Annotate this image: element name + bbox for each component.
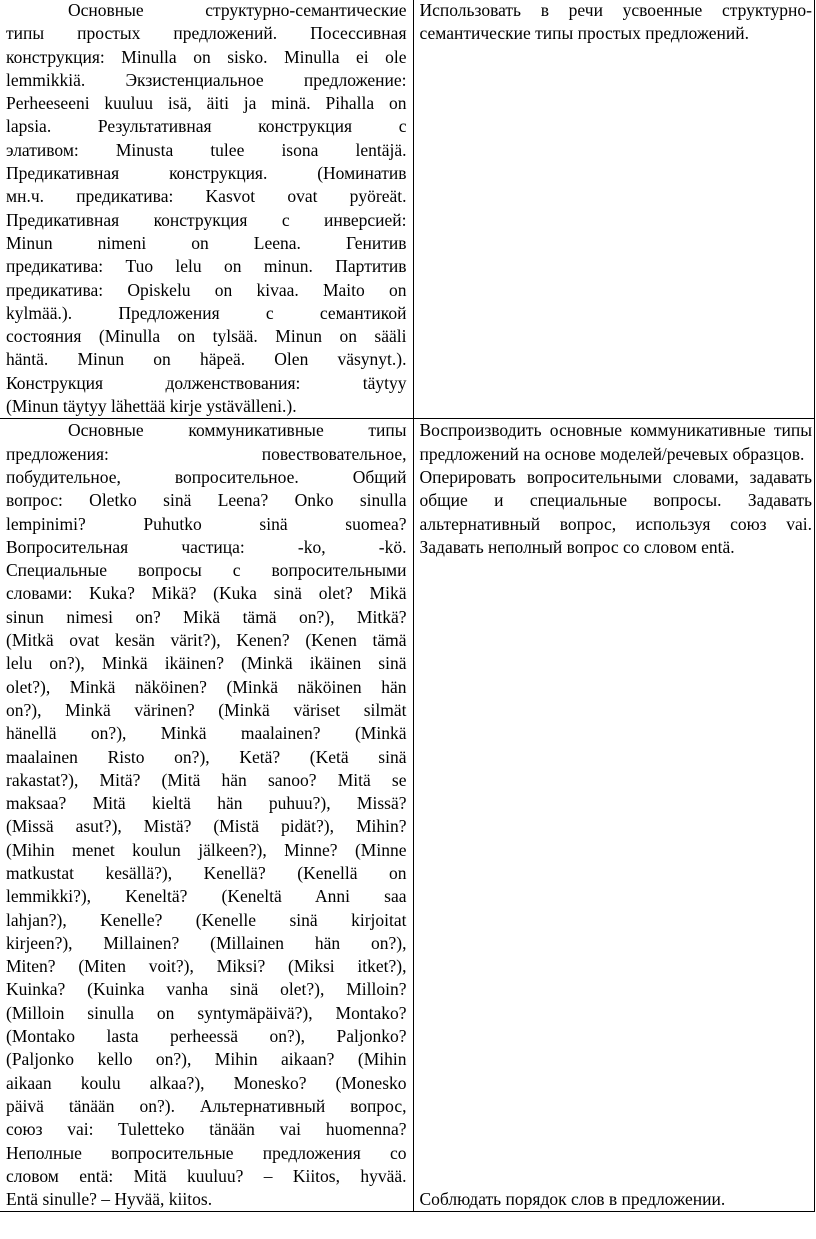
- text-line: (Montako lasta perheessä on?), Paljonko?: [6, 1026, 407, 1047]
- right-paragraph: Оперировать вопросительными словами, задавать общие и специальные вопросы. Задавать альтернативный вопрос, используя союз vai. Задавать неполный вопрос со словом entä.: [419, 466, 812, 557]
- text-line: lahjan?), Kenelle? (Kenelle sinä kirjoitat: [6, 909, 407, 930]
- text-line: olet?), Minkä näköinen? (Minkä näköinen hän: [6, 676, 407, 697]
- text-line: (Mitkä ovat kesän värit?), Kenen? (Kenen tämä: [6, 630, 407, 651]
- text-line: Неполные вопросительные предложения со: [6, 1142, 407, 1163]
- text-line: aikaan koulu alkaa?), Monesko? (Monesko: [6, 1072, 407, 1093]
- text-line: Специальные вопросы с вопросительными: [6, 560, 407, 581]
- text-line: Конструкция долженствования: täytyy: [6, 372, 407, 393]
- text-line: Основные коммуникативные типы: [68, 420, 407, 441]
- text-line: päivä tänään on?). Альтернативный вопрос,: [6, 1095, 407, 1116]
- right-cell-communicative-types: [413, 419, 815, 1212]
- text-line: Miten? (Miten voit?), Miksi? (Miksi itket?),: [6, 956, 407, 977]
- text-line: типы простых предложений. Посессивная: [6, 23, 407, 44]
- right-bottom-note: Соблюдать порядок слов в предложении.: [419, 1189, 726, 1210]
- text-line: matkustat kesällä?), Kenellä? (Kenellä on: [6, 862, 407, 883]
- text-line: Основные структурно-семантические: [68, 0, 407, 20]
- right-paragraph: Использовать в речи усвоенные структурно-семантические типы простых предложений.: [419, 0, 812, 44]
- table-row: [0, 419, 815, 1212]
- text-line: maksaa? Mitä kieltä hän puhuu?), Missä?: [6, 793, 407, 814]
- text-line: предикатива: Opiskelu on kivaa. Maito on: [6, 279, 407, 300]
- text-line: (Missä asut?), Mistä? (Mistä pidät?), Mihin?: [6, 816, 407, 837]
- text-line: Kuinka? (Kuinka vanha sinä olet?), Milloin?: [6, 979, 407, 1000]
- text-line: союз vai: Tuletteko tänään vai huomenna?: [6, 1119, 407, 1140]
- right-cell-structural-types: [413, 0, 815, 419]
- text-line: вопрос: Oletko sinä Leena? Onko sinulla: [6, 490, 407, 511]
- text-line: мн.ч. предикатива: Kasvot ovat pyöreät.: [6, 186, 407, 207]
- text-line: Вопросительная частица: -ko, -kö.: [6, 536, 407, 557]
- text-line: lapsia. Результативная конструкция с: [6, 116, 407, 137]
- text-line: элативом: Minusta tulee isona lentäjä.: [6, 139, 407, 160]
- left-cell-structural-types: [0, 0, 413, 419]
- text-line: sinun nimesi on? Mikä tämä on?), Mitkä?: [6, 606, 407, 627]
- text-line: on?), Minkä värinen? (Minkä väriset silmät: [6, 699, 407, 720]
- table-row: [0, 0, 815, 419]
- text-line: предикатива: Tuo lelu on minun. Партитив: [6, 256, 407, 277]
- text-line: Предикативная конструкция с инверсией:: [6, 209, 407, 230]
- right-paragraph: Воспроизводить основные коммуникативные типы предложений на основе моделей/речевых образцов.: [419, 420, 812, 464]
- text-line: lempinimi? Puhutko sinä suomea?: [6, 513, 407, 534]
- text-line: Perheeseeni kuuluu isä, äiti ja minä. Pihalla on: [6, 93, 407, 114]
- text-line: побудительное, вопросительное. Общий: [6, 466, 407, 487]
- text-line: häntä. Minun on häpeä. Olen väsynyt.).: [6, 349, 407, 370]
- text-line: kirjeen?), Millainen? (Millainen hän on?),: [6, 932, 407, 953]
- text-line: словами: Kuka? Mikä? (Kuka sinä olet? Mikä: [6, 583, 407, 604]
- left-cell-text: [6, 419, 407, 1211]
- text-line: lelu on?), Minkä ikäinen? (Minkä ikäinen sinä: [6, 653, 407, 674]
- text-line: (Paljonko kello on?), Mihin aikaan? (Mihin: [6, 1049, 407, 1070]
- text-line: lemmikkiä. Экзистенциальное предложение:: [6, 69, 407, 90]
- text-line: Minun nimeni on Leena. Генитив: [6, 232, 407, 253]
- text-line: kylmää.). Предложения с семантикой: [6, 302, 407, 323]
- text-line: Entä sinulle? – Hyvää, kiitos.: [6, 1189, 213, 1210]
- text-line: hänellä on?), Minkä maalainen? (Minkä: [6, 723, 407, 744]
- text-line: maalainen Risto on?), Ketä? (Ketä sinä: [6, 746, 407, 767]
- text-line: rakastat?), Mitä? (Mitä hän sanoo? Mitä se: [6, 769, 407, 790]
- left-cell-communicative-types: [0, 419, 413, 1212]
- text-line: словом entä: Mitä kuuluu? – Kiitos, hyvää.: [6, 1165, 407, 1186]
- text-line: конструкция: Minulla on sisko. Minulla ei ole: [6, 46, 407, 67]
- text-line: Предикативная конструкция. (Номинатив: [6, 163, 407, 184]
- text-line: lemmikki?), Keneltä? (Keneltä Anni saa: [6, 886, 407, 907]
- left-cell-text: [6, 0, 407, 418]
- text-line: (Milloin sinulla on syntymäpäivä?), Montako?: [6, 1002, 407, 1023]
- text-line: состояния (Minulla on tylsää. Minun on sääli: [6, 326, 407, 347]
- text-line: (Minun täytyy lähettää kirje ystävälleni.).: [6, 396, 297, 417]
- text-line: предложения: повествовательное,: [6, 443, 407, 464]
- text-line: (Mihin menet koulun jälkeen?), Minne? (Minne: [6, 839, 407, 860]
